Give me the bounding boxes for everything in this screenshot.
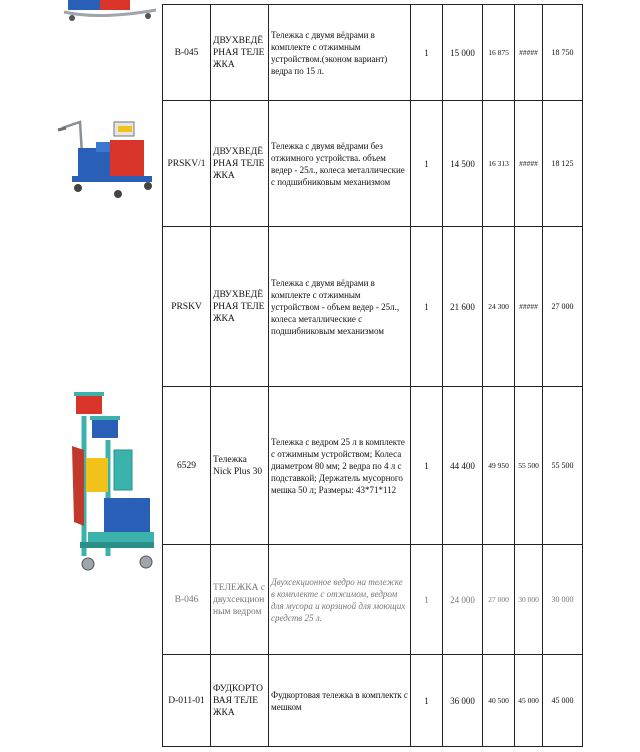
product-name: Тележка Nick Plus 30: [211, 387, 269, 545]
quantity-cell: 1: [411, 101, 443, 227]
table-row: [163, 655, 583, 747]
product-description: Тележка с двумя вёдрами без отжимного устройства. объем ведер - 25л., колеса металлические с подшибниковым механизмом: [269, 101, 411, 227]
price-table: [162, 4, 583, 747]
price-cell: 36 000: [443, 655, 483, 747]
product-code: В-045: [163, 5, 211, 101]
product-description: Тележка с двумя вёдрами в комплекте с отжимным устройством.(эконом вариант) ведра по 15 л.: [269, 5, 411, 101]
price-cell: 18 750: [543, 5, 583, 101]
product-description: Тележка с двумя вёдрами в комплекте с отжимным устройством - объем ведер - 25л., колеса металлические с подшибниковым механизмом: [269, 227, 411, 387]
table-row: [163, 387, 583, 545]
price-cell: 49 950: [483, 387, 515, 545]
table-row: [163, 5, 583, 101]
price-cell: 45 000: [515, 655, 543, 747]
product-code: PRSKV: [163, 227, 211, 387]
quantity-cell: 1: [411, 227, 443, 387]
product-name: ДВУХВЕДЁРНАЯ ТЕЛЕЖКА: [211, 5, 269, 101]
quantity-cell: 1: [411, 655, 443, 747]
price-cell: 18 125: [543, 101, 583, 227]
product-description: Двухсекционное ведро на тележке в комплекте с отжимом, ведром для мусора и корзиной для моющих средств 25 л.: [269, 545, 411, 655]
price-cell: 27 000: [483, 545, 515, 655]
product-name: ДВУХВЕДЁРНАЯ ТЕЛЕЖКА: [211, 101, 269, 227]
cart-image-nick-plus-30: [70, 386, 160, 582]
price-cell: 45 000: [543, 655, 583, 747]
price-cell: 24 000: [443, 545, 483, 655]
price-cell: #####: [515, 5, 543, 101]
price-cell: 40 500: [483, 655, 515, 747]
product-images-column: [0, 0, 162, 752]
cart-image-prskv1: [52, 118, 162, 204]
product-name: ДВУХВЕДЁРНАЯ ТЕЛЕЖКА: [211, 227, 269, 387]
product-name: ТЕЛЕЖКА с двухсекционным ведром: [211, 545, 269, 655]
price-cell: 27 000: [543, 227, 583, 387]
price-cell: 21 600: [443, 227, 483, 387]
price-cell: 15 000: [443, 5, 483, 101]
product-description: Фудкортовая тележка в комплектк с мешком: [269, 655, 411, 747]
quantity-cell: 1: [411, 545, 443, 655]
price-cell: 16 313: [483, 101, 515, 227]
price-cell: 14 500: [443, 101, 483, 227]
quantity-cell: 1: [411, 387, 443, 545]
product-description: Тележка с ведром 25 л в комплекте с отжимным устройством; Колеса диаметром 80 мм; 2 ведра по 4 л с подставкой; Держатель мусорного мешка 50 л; Размеры: 43*71*112: [269, 387, 411, 545]
product-code: D-011-01: [163, 655, 211, 747]
price-cell: 24 300: [483, 227, 515, 387]
table-row: [163, 101, 583, 227]
product-name: ФУДКОРТОВАЯ ТЕЛЕЖКА: [211, 655, 269, 747]
price-cell: 30 000: [543, 545, 583, 655]
price-cell: 16 875: [483, 5, 515, 101]
price-cell: #####: [515, 101, 543, 227]
price-cell: 44 400: [443, 387, 483, 545]
price-cell: #####: [515, 227, 543, 387]
product-code: PRSKV/1: [163, 101, 211, 227]
price-cell: 30 000: [515, 545, 543, 655]
price-cell: 55 500: [543, 387, 583, 545]
price-cell: 55 500: [515, 387, 543, 545]
quantity-cell: 1: [411, 5, 443, 101]
cart-image-partial: [60, 0, 160, 24]
product-code: В-046: [163, 545, 211, 655]
table-row: [163, 227, 583, 387]
table-row: [163, 545, 583, 655]
product-code: 6529: [163, 387, 211, 545]
